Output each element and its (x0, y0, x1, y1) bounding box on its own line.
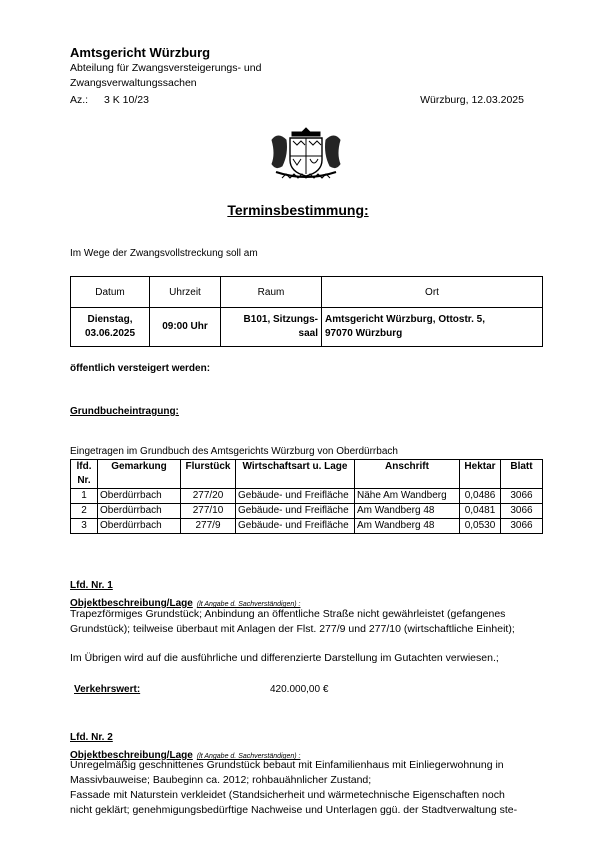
header-anschrift: Anschrift (355, 460, 460, 489)
cell-anschrift: Am Wandberg 48 (355, 504, 460, 519)
auction-text: öffentlich versteigert werden: (70, 363, 211, 374)
item-2-line-3: Fassade mit Naturstein verkleidet (Standsicherheit und wärmetechnische Eigenschaften noch (70, 789, 505, 801)
header-hektar: Hektar (460, 460, 501, 489)
item-2-object-label: Objektbeschreibung/Lage (70, 750, 193, 761)
document-title: Terminsbestimmung: (227, 202, 369, 218)
cell-flurstueck: 277/20 (181, 489, 236, 504)
cell-nr: 2 (71, 504, 98, 519)
header-blatt: Blatt (501, 460, 543, 489)
item-2-line-1: Unregelmäßig geschnittenes Grundstück bebaut mit Einfamilienhaus mit Einliegerwohnung in (70, 759, 504, 771)
cell-hektar: 0,0481 (460, 504, 501, 519)
item-2-object-note: (lt Angabe d. Sachverständigen) : (196, 753, 301, 760)
item-1-line-3: Im Übrigen wird auf die ausführliche und differenzierte Darstellung im Gutachten verwiesen.; (70, 652, 499, 664)
item-2-line-2: Massivbauweise; Baubeginn ca. 2012; rohbauähnlicher Zustand; (70, 774, 372, 786)
table-row (71, 504, 543, 519)
cell-gemarkung: Oberdürrbach (98, 519, 181, 534)
appointment-date: Dienstag, 03.06.2025 (71, 308, 150, 347)
court-name: Amtsgericht Würzburg (70, 45, 211, 60)
cell-art: Gebäude- und Freifläche (236, 519, 355, 534)
item-1-line-2: Grundstück); teilweise überbaut mit Anlagen der Flst. 277/9 und 277/10 (wirtschaftliche Einheit); (70, 623, 515, 635)
item-1-object-label: Objektbeschreibung/Lage (70, 598, 193, 609)
cell-blatt: 3066 (501, 504, 543, 519)
cell-anschrift: Am Wandberg 48 (355, 519, 460, 534)
appointment-header-row (71, 277, 543, 308)
cell-blatt: 3066 (501, 489, 543, 504)
land-register-line: Eingetragen im Grundbuch des Amtsgerichts Würzburg von Oberdürrbach (70, 446, 398, 457)
cell-hektar: 0,0486 (460, 489, 501, 504)
appointment-room: B101, Sitzungs- saal (221, 308, 322, 347)
cell-blatt: 3066 (501, 519, 543, 534)
appointment-place: Amtsgericht Würzburg, Ottostr. 5, 97070 Würzburg (322, 308, 543, 347)
header-flurstueck: Flurstück (181, 460, 236, 489)
table-row (71, 519, 543, 534)
appointment-time: 09:00 Uhr (150, 308, 221, 347)
header-date: Datum (71, 277, 150, 308)
header-gemarkung: Gemarkung (98, 460, 181, 489)
header-room: Raum (221, 277, 322, 308)
header-place: Ort (322, 277, 543, 308)
item-2-heading: Lfd. Nr. 2 (70, 732, 113, 743)
bavarian-coat-of-arms-icon (262, 126, 350, 186)
cell-anschrift: Nähe Am Wandberg (355, 489, 460, 504)
department-line-1: Abteilung für Zwangsversteigerungs- und (70, 62, 262, 74)
item-1-object-note: (lt Angabe d. Sachverständigen) : (196, 601, 301, 608)
cell-nr: 1 (71, 489, 98, 504)
cell-flurstueck: 277/10 (181, 504, 236, 519)
appointment-table (70, 276, 543, 347)
cell-flurstueck: 277/9 (181, 519, 236, 534)
item-1-line-1: Trapezförmiges Grundstück; Anbindung an öffentliche Straße nicht gewährleistet (gefangenes (70, 608, 506, 620)
item-2-line-4: nicht geklärt; genehmigungsbedürftige Nachweise und Unterlagen ggü. der Stadtverwaltung ste- (70, 804, 518, 816)
item-1-heading: Lfd. Nr. 1 (70, 580, 113, 591)
land-register-table (70, 459, 543, 534)
cell-art: Gebäude- und Freifläche (236, 489, 355, 504)
market-value: 420.000,00 € (270, 684, 329, 695)
table-row (71, 489, 543, 504)
land-register-heading: Grundbucheintragung: (70, 406, 179, 417)
header-wirtschaftsart: Wirtschaftsart u. Lage (236, 460, 355, 489)
place-date: Würzburg, 12.03.2025 (420, 94, 524, 106)
cell-art: Gebäude- und Freifläche (236, 504, 355, 519)
appointment-row (71, 308, 543, 347)
land-register-header-row (71, 460, 543, 489)
case-number: 3 K 10/23 (104, 94, 149, 106)
intro-text: Im Wege der Zwangsvollstreckung soll am (70, 248, 258, 259)
market-value-label: Verkehrswert: (74, 684, 141, 695)
cell-gemarkung: Oberdürrbach (98, 504, 181, 519)
header-time: Uhrzeit (150, 277, 221, 308)
department-line-2: Zwangsverwaltungssachen (70, 77, 197, 89)
header-lfd-nr: lfd. Nr. (71, 460, 98, 489)
cell-hektar: 0,0530 (460, 519, 501, 534)
cell-gemarkung: Oberdürrbach (98, 489, 181, 504)
case-number-label: Az.: (70, 94, 89, 106)
cell-nr: 3 (71, 519, 98, 534)
